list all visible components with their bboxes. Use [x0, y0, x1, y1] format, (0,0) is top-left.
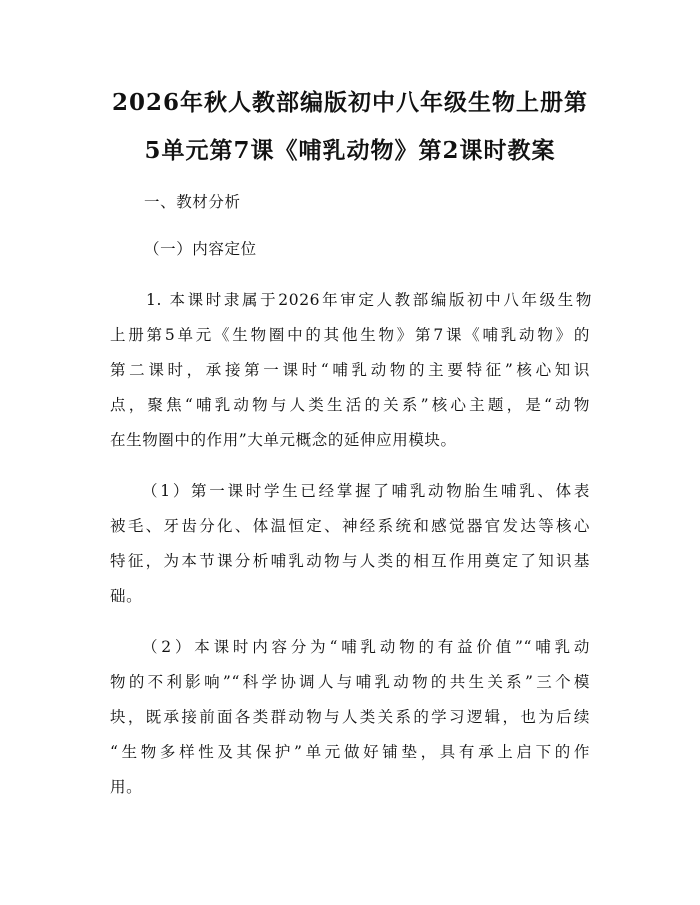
paragraph-1-line-1: 1. 本课时隶属于2026年审定人教部编版初中八年级生物	[146, 291, 592, 309]
document-title-line-2: 5单元第7课《哺乳动物》第2课时教案	[144, 137, 556, 164]
paragraph-2-line-4: 础。	[110, 587, 143, 605]
paragraph-3-line-5: 用。	[110, 778, 143, 796]
paragraph-3-line-3: 块，既承接前面各类群动物与人类关系的学习逻辑，也为后续	[110, 708, 590, 726]
paragraph-3-line-4: “生物多样性及其保护”单元做好铺垫，具有承上启下的作	[110, 743, 590, 761]
paragraph-3-line-2: 物的不利影响”“科学协调人与哺乳动物的共生关系”三个模	[110, 673, 590, 691]
document-title-line-1: 2026年秋人教部编版初中八年级生物上册第	[111, 89, 588, 116]
paragraph-2-line-3: 特征，为本节课分析哺乳动物与人类的相互作用奠定了知识基	[110, 552, 590, 570]
section-heading: 一、教材分析	[144, 193, 241, 211]
subsection-heading: （一）内容定位	[144, 240, 257, 258]
paragraph-1-line-3: 第二课时，承接第一课时“哺乳动物的主要特征”核心知识	[110, 361, 590, 379]
paragraph-2-line-1: （1）第一课时学生已经掌握了哺乳动物胎生哺乳、体表	[142, 482, 590, 500]
paragraph-1-line-2: 上册第5单元《生物圈中的其他生物》第7课《哺乳动物》的	[110, 326, 590, 344]
paragraph-2-line-2: 被毛、牙齿分化、体温恒定、神经系统和感觉器官发达等核心	[110, 517, 590, 535]
paragraph-1-line-5: 在生物圈中的作用”大单元概念的延伸应用模块。	[110, 431, 457, 449]
paragraph-3-line-1: （2）本课时内容分为“哺乳动物的有益价值”“哺乳动	[142, 638, 590, 656]
paragraph-1-line-4: 点，聚焦“哺乳动物与人类生活的关系”核心主题，是“动物	[110, 396, 590, 414]
